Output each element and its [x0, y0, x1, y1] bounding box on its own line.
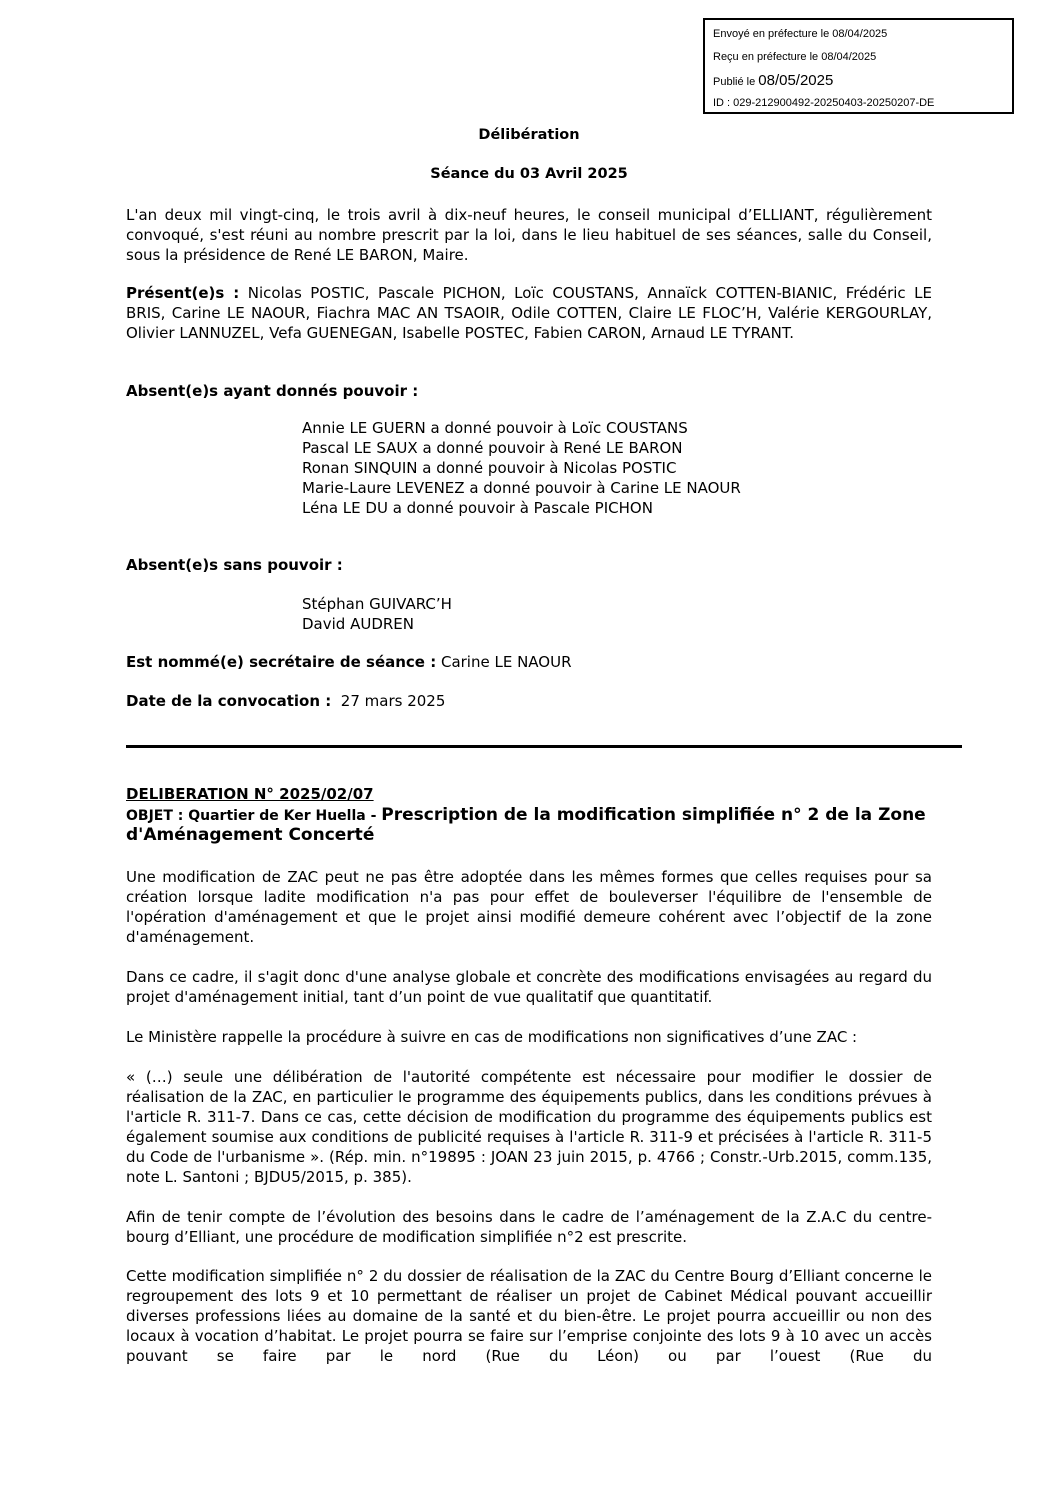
body-paragraph-5: Afin de tenir compte de l’évolution des besoins dans le cadre de l’aménagement de la Z.A.C du centre-bourg d’Elliant, une procédure de modification simplifiée n°2 est prescrite.	[126, 1208, 932, 1246]
objet-title: Prescription de la modification simplifiée n° 2 de la Zone d'Aménagement Concerté	[126, 805, 926, 845]
stamp-sent-date: Envoyé en préfecture le 08/04/2025	[713, 28, 888, 40]
section-divider	[126, 745, 962, 748]
absents-pouvoir-list	[302, 418, 741, 518]
stamp-received-date: Reçu en préfecture le 08/04/2025	[713, 51, 877, 63]
objet-prefix: OBJET : Quartier de Ker Huella -	[126, 808, 382, 824]
list-item: Stéphan GUIVARC’H	[302, 595, 452, 613]
absents-sans-label: Absent(e)s sans pouvoir :	[126, 556, 343, 574]
intro-paragraph: L'an deux mil vingt-cinq, le trois avril à dix-neuf heures, le conseil municipal d’ELLIANT, régulièrement convoqué, s'est réuni au nombre prescrit par la loi, dans le lieu habituel de ses séances, salle du Conseil, sous la présidence de René LE BARON, Maire.	[126, 206, 932, 264]
prefecture-stamp	[703, 18, 1014, 114]
body-paragraph-1: Une modification de ZAC peut ne pas être adoptée dans les mêmes formes que celles requises pour sa création lorsque ladite modification n'a pas pour effet de bouleverser l'équilibre de l'ensemble de l'opération d'aménagement et que le projet ainsi modifié demeure cohérent avec l’objectif de la zone d'aménagement.	[126, 868, 932, 946]
list-item: David AUDREN	[302, 615, 414, 633]
body-paragraph-6: Cette modification simplifiée n° 2 du dossier de réalisation de la ZAC du Centre Bourg d’Elliant concerne le regroupement des lots 9 et 10 permettant de réaliser un projet de Cabinet Médical pouvant accueillir diverses professions liées au domaine de la santé et du bien-être. Le projet pourra accueillir ou non des locaux à vocation d’habitat. Le projet pourra se faire sur l’emprise conjointe des lots 9 à 10 avec un accès pouvant se faire par le nord (Rue du Léon) ou par l’ouest (Rue du	[126, 1267, 932, 1365]
list-item: Léna LE DU a donné pouvoir à Pascale PICHON	[302, 499, 653, 517]
presents-label: Présent(e)s :	[126, 284, 240, 302]
absents-pouvoir-label: Absent(e)s ayant donnés pouvoir :	[126, 382, 419, 400]
objet-heading	[126, 805, 932, 845]
seance-date: Séance du 03 Avril 2025	[430, 166, 628, 182]
absents-sans-list	[302, 594, 452, 634]
presents-list: Nicolas POSTIC, Pascale PICHON, Loïc COUSTANS, Annaïck COTTEN-BIANIC, Frédéric LE BRIS, Carine LE NAOUR, Fiachra MAC AN TSAOIR, Odile COTTEN, Claire LE FLOC’H, Valérie KERGOURLAY, Olivier LANNUZEL, Vefa GUENEGAN, Isabelle POSTEC, Fabien CARON, Arnaud LE TYRANT.	[126, 284, 932, 342]
list-item: Ronan SINQUIN a donné pouvoir à Nicolas POSTIC	[302, 459, 677, 477]
convocation-label: Date de la convocation :	[126, 692, 332, 710]
list-item: Marie-Laure LEVENEZ a donné pouvoir à Carine LE NAOUR	[302, 479, 741, 497]
convocation-value: 27 mars 2025	[331, 692, 446, 710]
body-paragraph-3: Le Ministère rappelle la procédure à suivre en cas de modifications non significatives d’une ZAC :	[126, 1028, 858, 1046]
body-paragraph-4: « (…) seule une délibération de l'autorité compétente est nécessaire pour modifier le dossier de réalisation de la ZAC, en particulier le programme des équipements publics, dans les conditions prévues à l'article R. 311-7. Dans ce cas, cette décision de modification du programme des équipements publics est également soumise aux conditions de publicité requises à l'article R. 311-9 et précisées à l'article R. 311-5 du Code de l'urbanisme ». (Rép. min. n°19895 : JOAN 23 juin 2015, p. 4766 ; Constr.-Urb.2015, comm.135, note L. Santoni ; BJDU5/2015, p. 385).	[126, 1068, 932, 1186]
stamp-published-date: 08/05/2025	[758, 72, 834, 89]
secretaire-label: Est nommé(e) secrétaire de séance :	[126, 653, 437, 671]
list-item: Pascal LE SAUX a donné pouvoir à René LE BARON	[302, 439, 683, 457]
secretaire-line	[126, 652, 572, 672]
body-paragraph-2: Dans ce cadre, il s'agit donc d'une analyse globale et concrète des modifications envisagées au regard du projet d'aménagement initial, tant d’un point de vue qualitatif que quantitatif.	[126, 968, 932, 1006]
stamp-published-label: Publié le	[713, 76, 759, 88]
presents-paragraph	[126, 283, 932, 343]
deliberation-number: DELIBERATION N° 2025/02/07	[126, 785, 374, 803]
list-item: Annie LE GUERN a donné pouvoir à Loïc COUSTANS	[302, 419, 688, 437]
stamp-id: ID : 029-212900492-20250403-20250207-DE	[713, 97, 935, 109]
document-title: Délibération	[478, 127, 580, 143]
stamp-published	[713, 72, 833, 89]
secretaire-value: Carine LE NAOUR	[436, 653, 572, 671]
convocation-line	[126, 691, 445, 711]
